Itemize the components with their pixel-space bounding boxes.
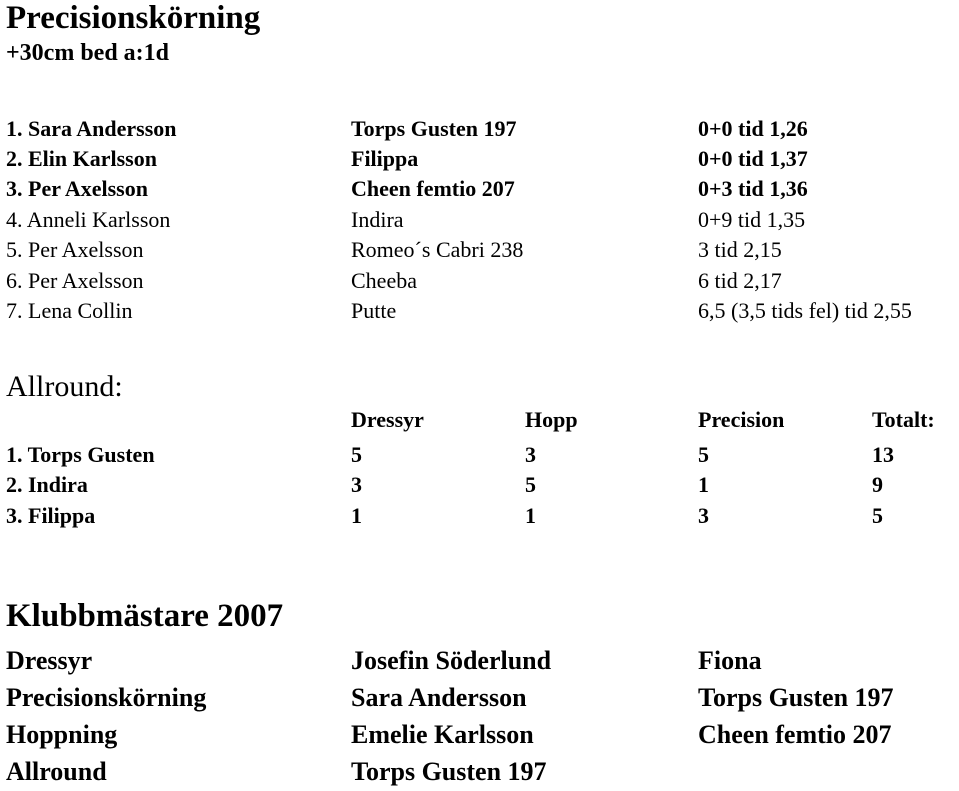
allround-cell: 5 bbox=[351, 442, 362, 467]
champion-category: Dressyr bbox=[6, 646, 93, 675]
result-row-result: 0+0 tid 1,37 bbox=[698, 146, 808, 171]
allround-row-name: 3. Filippa bbox=[6, 503, 96, 528]
allround-row-name: 2. Indira bbox=[6, 472, 88, 497]
allround-cell: 9 bbox=[872, 472, 883, 497]
result-row-rank-name: 3. Per Axelsson bbox=[6, 176, 148, 201]
champion-horse: Cheen femtio 207 bbox=[698, 720, 892, 749]
result-row-rank-name: 6. Per Axelsson bbox=[6, 268, 144, 293]
allround-cell: 5 bbox=[872, 503, 883, 528]
result-row-rank-name: 4. Anneli Karlsson bbox=[6, 207, 171, 232]
column-header: Hopp bbox=[525, 407, 578, 432]
result-row-rank-name: 7. Lena Collin bbox=[6, 298, 133, 323]
result-row-result: 0+9 tid 1,35 bbox=[698, 207, 806, 232]
result-row-horse: Indira bbox=[351, 207, 404, 232]
champion-horse: Fiona bbox=[698, 646, 762, 675]
allround-cell: 5 bbox=[698, 442, 709, 467]
class-subtitle: +30cm bed a:1d bbox=[6, 40, 170, 66]
champion-rider: Torps Gusten 197 bbox=[351, 757, 547, 786]
result-row-horse: Torps Gusten 197 bbox=[351, 116, 517, 141]
allround-cell: 3 bbox=[351, 472, 362, 497]
column-header: Precision bbox=[698, 407, 785, 432]
result-row-rank-name: 1. Sara Andersson bbox=[6, 116, 177, 141]
champion-rider: Sara Andersson bbox=[351, 683, 527, 712]
champion-horse: Torps Gusten 197 bbox=[698, 683, 894, 712]
result-row-result: 3 tid 2,15 bbox=[698, 237, 782, 262]
page-title: Precisionskörning bbox=[6, 0, 261, 36]
champion-rider: Emelie Karlsson bbox=[351, 720, 534, 749]
allround-cell: 1 bbox=[525, 503, 536, 528]
allround-row-name: 1. Torps Gusten bbox=[6, 442, 155, 467]
result-row-horse: Filippa bbox=[351, 146, 419, 171]
column-header: Totalt: bbox=[872, 407, 935, 432]
column-header: Dressyr bbox=[351, 407, 424, 432]
result-row-horse: Cheeba bbox=[351, 268, 417, 293]
champion-rider: Josefin Söderlund bbox=[351, 646, 552, 675]
allround-cell: 1 bbox=[698, 472, 709, 497]
result-row-rank-name: 5. Per Axelsson bbox=[6, 237, 144, 262]
allround-cell: 1 bbox=[351, 503, 362, 528]
result-row-result: 0+3 tid 1,36 bbox=[698, 176, 808, 201]
result-row-horse: Cheen femtio 207 bbox=[351, 176, 515, 201]
result-row-horse: Romeo´s Cabri 238 bbox=[351, 237, 524, 262]
allround-cell: 13 bbox=[872, 442, 894, 467]
result-row-result: 6 tid 2,17 bbox=[698, 268, 782, 293]
result-row-horse: Putte bbox=[351, 298, 397, 323]
result-row-result: 0+0 tid 1,26 bbox=[698, 116, 808, 141]
allround-heading: Allround: bbox=[6, 370, 123, 403]
champion-category: Allround bbox=[6, 757, 107, 786]
champion-category: Precisionskörning bbox=[6, 683, 207, 712]
champion-category: Hoppning bbox=[6, 720, 118, 749]
result-row-result: 6,5 (3,5 tids fel) tid 2,55 bbox=[698, 298, 912, 323]
result-row-rank-name: 2. Elin Karlsson bbox=[6, 146, 157, 171]
allround-cell: 3 bbox=[698, 503, 709, 528]
club-champions-heading: Klubbmästare 2007 bbox=[6, 598, 284, 634]
allround-cell: 3 bbox=[525, 442, 536, 467]
allround-cell: 5 bbox=[525, 472, 536, 497]
